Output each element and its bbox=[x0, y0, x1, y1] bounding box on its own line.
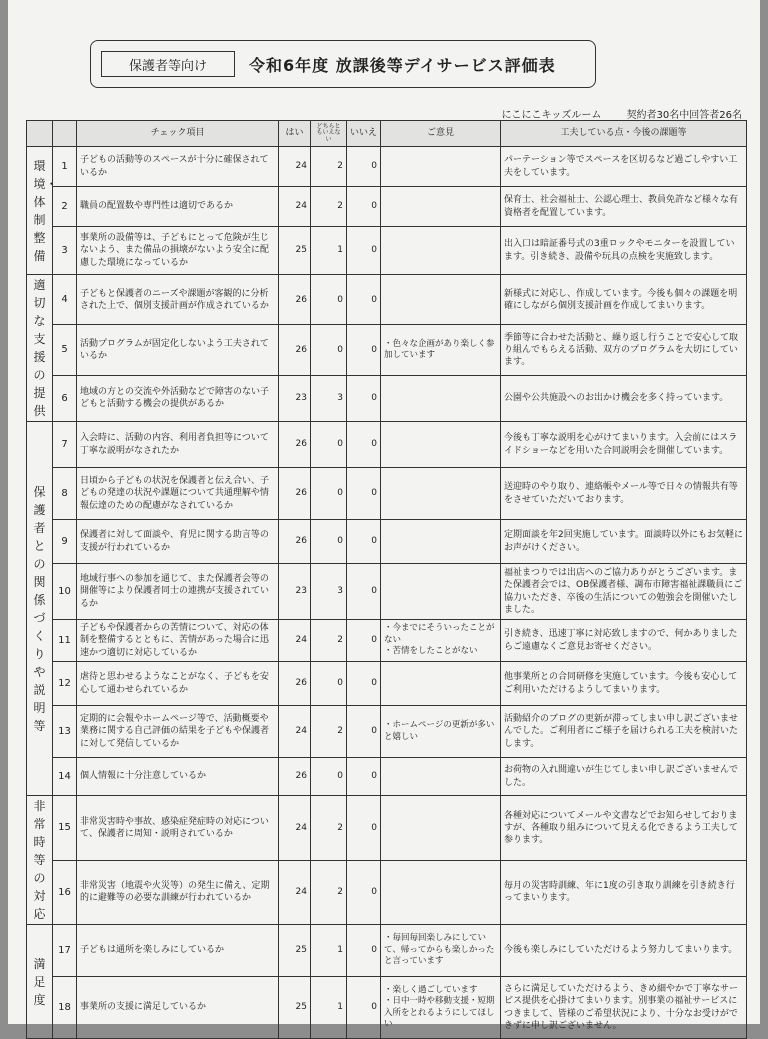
neither-count: 2 bbox=[311, 187, 347, 227]
no-count: 0 bbox=[347, 662, 381, 706]
check-item: 子どもの活動等のスペースが十分に確保されているか bbox=[77, 147, 279, 187]
effort-text: 今後も丁寧な説明を心がけてまいります。入会前にはスライドショーなどを用いた合同説明会を開催しています。 bbox=[501, 422, 747, 468]
opinion-text bbox=[381, 758, 501, 796]
no-count: 0 bbox=[347, 620, 381, 662]
evaluation-table bbox=[26, 120, 747, 1039]
row-number: 9 bbox=[53, 520, 77, 564]
no-count: 0 bbox=[347, 275, 381, 325]
neither-count: 2 bbox=[311, 620, 347, 662]
opinion-text bbox=[381, 520, 501, 564]
table-row bbox=[27, 187, 747, 227]
neither-count: 1 bbox=[311, 977, 347, 1039]
facility-name: にこにこキッズルーム bbox=[501, 110, 602, 121]
no-count: 0 bbox=[347, 758, 381, 796]
yes-count: 26 bbox=[279, 520, 311, 564]
table-row bbox=[27, 375, 747, 421]
neither-count: 0 bbox=[311, 422, 347, 468]
table-body bbox=[27, 147, 747, 1039]
yes-count: 26 bbox=[279, 468, 311, 520]
neither-count: 0 bbox=[311, 758, 347, 796]
row-number: 16 bbox=[53, 860, 77, 925]
row-number: 5 bbox=[53, 325, 77, 375]
effort-text: 福祉まつりでは出店へのご協力ありがとうございます。また保護者会では、OB保護者様、調布市障害福祉課職員にご協力いただき、卒後の生活についての勉強会を開催いたしました。 bbox=[501, 564, 747, 620]
table-row bbox=[27, 796, 747, 861]
check-item: 日頃から子どもの状況を保護者と伝え合い、子どもの発達の状況や課題について共通理解や情報伝達のための配慮がなされているか bbox=[77, 468, 279, 520]
opinion-text: ・ホームページの更新が多いと嬉しい bbox=[381, 706, 501, 758]
header-item: チェック項目 bbox=[77, 121, 279, 147]
check-item: 活動プログラムが固定化しないよう工夫されているか bbox=[77, 325, 279, 375]
table-row bbox=[27, 147, 747, 187]
effort-text: 送迎時のやり取り、連絡帳やメール等で日々の情報共有等をさせていただいております。 bbox=[501, 468, 747, 520]
effort-text: 毎月の災害時訓練、年に1度の引き取り訓練を引き続き行ってまいります。 bbox=[501, 860, 747, 925]
check-item: 入会時に、活動の内容、利用者負担等について丁寧な説明がなされたか bbox=[77, 422, 279, 468]
check-item: 保護者に対して面談や、育児に関する助言等の支援が行われているか bbox=[77, 520, 279, 564]
no-count: 0 bbox=[347, 977, 381, 1039]
opinion-text bbox=[381, 468, 501, 520]
header-effort: 工夫している点・今後の課題等 bbox=[501, 121, 747, 147]
neither-count: 0 bbox=[311, 325, 347, 375]
row-number: 15 bbox=[53, 796, 77, 861]
check-item: 事業所の設備等は、子どもにとって危険が生じないよう、また備品の損壊がないよう安全に配慮した環境になっているか bbox=[77, 227, 279, 275]
no-count: 0 bbox=[347, 375, 381, 421]
effort-text: 保育士、社会福祉士、公認心理士、教員免許など様々な有資格者を配置しています。 bbox=[501, 187, 747, 227]
effort-text: 今後も楽しみにしていただけるよう努力してまいります。 bbox=[501, 925, 747, 977]
page-title: 令和6年度 放課後等デイサービス評価表 bbox=[249, 55, 556, 75]
neither-count: 0 bbox=[311, 275, 347, 325]
yes-count: 26 bbox=[279, 422, 311, 468]
no-count: 0 bbox=[347, 925, 381, 977]
table-header-row bbox=[27, 121, 747, 147]
yes-count: 24 bbox=[279, 147, 311, 187]
effort-text: さらに満足していただけるよう、きめ細やかで丁寧なサービス提供を心掛けてまいります。別事業の福祉サービスにつきまして、皆様のご希望状況により、十分なお受けができずに申し訳ございません。 bbox=[501, 977, 747, 1039]
category-label bbox=[27, 147, 58, 275]
check-item: 事業所の支援に満足しているか bbox=[77, 977, 279, 1039]
opinion-text bbox=[381, 375, 501, 421]
neither-count: 0 bbox=[311, 468, 347, 520]
row-number: 13 bbox=[53, 706, 77, 758]
yes-count: 25 bbox=[279, 227, 311, 275]
row-number: 7 bbox=[53, 422, 77, 468]
effort-text: お荷物の入れ間違いが生じてしまい申し訳ございませんでした。 bbox=[501, 758, 747, 796]
category-text: 非常時等の対応 bbox=[33, 799, 46, 921]
meta-line bbox=[480, 106, 742, 121]
no-count: 0 bbox=[347, 147, 381, 187]
no-count: 0 bbox=[347, 227, 381, 275]
no-count: 0 bbox=[347, 325, 381, 375]
yes-count: 23 bbox=[279, 564, 311, 620]
opinion-text: ・今までにそういったことがない ・苦情をしたことがない bbox=[381, 620, 501, 662]
row-number: 17 bbox=[53, 925, 77, 977]
neither-count: 1 bbox=[311, 925, 347, 977]
yes-count: 25 bbox=[279, 977, 311, 1039]
table-row bbox=[27, 468, 747, 520]
effort-text: 活動紹介のブログの更新が滞ってしまい申し訳ございませんでした。ご利用者にご様子を届けられる工夫を検討いたします。 bbox=[501, 706, 747, 758]
effort-text: 定期面談を年2回実施しています。面談時以外にもお気軽にお声がけください。 bbox=[501, 520, 747, 564]
row-number: 8 bbox=[53, 468, 77, 520]
table-row bbox=[27, 620, 747, 662]
neither-count: 2 bbox=[311, 796, 347, 861]
table-row bbox=[27, 977, 747, 1039]
check-item: 定期的に会報やホームページ等で、活動概要や業務に関する自己評価の結果を子どもや保護者に対して発信しているか bbox=[77, 706, 279, 758]
yes-count: 24 bbox=[279, 796, 311, 861]
audience-label: 保護者等向け bbox=[101, 51, 235, 77]
opinion-text: ・毎回毎回楽しみにしていて、帰ってからも楽しかったと言っています bbox=[381, 925, 501, 977]
table-row bbox=[27, 925, 747, 977]
effort-text: 引き続き、迅速丁寧に対応致しますので、何かありましたらご遠慮なくご意見お寄せください。 bbox=[501, 620, 747, 662]
opinion-text bbox=[381, 187, 501, 227]
neither-count: 3 bbox=[311, 564, 347, 620]
category-label bbox=[27, 275, 53, 422]
header-number bbox=[53, 121, 77, 147]
effort-text: 各種対応についてメールや文書などでお知らせしておりますが、各種取り組みについて見える化できるよう工夫して参ります。 bbox=[501, 796, 747, 861]
no-count: 0 bbox=[347, 520, 381, 564]
table-row bbox=[27, 422, 747, 468]
opinion-text: ・色々な企画があり楽しく参加しています bbox=[381, 325, 501, 375]
opinion-text: ・楽しく過ごしています ・日中一時や移動支援・短期入所をとれるようにしてほしい bbox=[381, 977, 501, 1039]
table-row bbox=[27, 706, 747, 758]
no-count: 0 bbox=[347, 422, 381, 468]
row-number: 3 bbox=[53, 227, 77, 275]
no-count: 0 bbox=[347, 796, 381, 861]
yes-count: 23 bbox=[279, 375, 311, 421]
opinion-text bbox=[381, 564, 501, 620]
yes-count: 24 bbox=[279, 860, 311, 925]
table-row bbox=[27, 860, 747, 925]
category-label bbox=[27, 422, 53, 796]
yes-count: 24 bbox=[279, 187, 311, 227]
check-item: 非常災害（地震や火災等）の発生に備え、定期的に避難等の必要な訓練が行われているか bbox=[77, 860, 279, 925]
row-number: 2 bbox=[53, 187, 77, 227]
table-row bbox=[27, 520, 747, 564]
opinion-text bbox=[381, 662, 501, 706]
yes-count: 26 bbox=[279, 758, 311, 796]
header-neither: どちらともいえない bbox=[311, 121, 347, 147]
yes-count: 26 bbox=[279, 662, 311, 706]
no-count: 0 bbox=[347, 187, 381, 227]
header-category bbox=[27, 121, 53, 147]
no-count: 0 bbox=[347, 564, 381, 620]
opinion-text bbox=[381, 275, 501, 325]
opinion-text bbox=[381, 796, 501, 861]
opinion-text bbox=[381, 860, 501, 925]
opinion-text bbox=[381, 227, 501, 275]
yes-count: 25 bbox=[279, 925, 311, 977]
row-number: 10 bbox=[53, 564, 77, 620]
yes-count: 26 bbox=[279, 275, 311, 325]
neither-count: 1 bbox=[311, 227, 347, 275]
neither-count: 3 bbox=[311, 375, 347, 421]
table-row bbox=[27, 227, 747, 275]
table-row bbox=[27, 758, 747, 796]
neither-count: 0 bbox=[311, 662, 347, 706]
check-item: 子どもは通所を楽しみにしているか bbox=[77, 925, 279, 977]
check-item: 個人情報に十分注意しているか bbox=[77, 758, 279, 796]
no-count: 0 bbox=[347, 468, 381, 520]
row-number: 12 bbox=[53, 662, 77, 706]
check-item: 地域の方との交流や外活動などで障害のない子どもと活動する機会の提供があるか bbox=[77, 375, 279, 421]
row-number: 1 bbox=[53, 147, 77, 187]
effort-text: パーテーション等でスペースを区切るなど過ごしやすい工夫をしています。 bbox=[501, 147, 747, 187]
check-item: 職員の配置数や専門性は適切であるか bbox=[77, 187, 279, 227]
check-item: 子どもや保護者からの苦情について、対応の体制を整備するとともに、苦情があった場合に迅速かつ適切に対応しているか bbox=[77, 620, 279, 662]
neither-count: 0 bbox=[311, 520, 347, 564]
yes-count: 24 bbox=[279, 706, 311, 758]
row-number: 11 bbox=[53, 620, 77, 662]
category-text: 保護者との関係づくりや説明等 bbox=[33, 484, 46, 733]
row-number: 4 bbox=[53, 275, 77, 325]
category-text: 適切な支援の提供 bbox=[33, 278, 46, 418]
table-row bbox=[27, 564, 747, 620]
header-opinion: ご意見 bbox=[381, 121, 501, 147]
table-row bbox=[27, 275, 747, 325]
category-label bbox=[27, 925, 53, 1039]
row-number: 18 bbox=[53, 977, 77, 1039]
opinion-text bbox=[381, 147, 501, 187]
yes-count: 24 bbox=[279, 620, 311, 662]
row-number: 6 bbox=[53, 375, 77, 421]
respondent-count: 契約者30名中回答者26名 bbox=[626, 110, 742, 121]
table-row bbox=[27, 662, 747, 706]
category-text: 環境・体制整備 bbox=[33, 158, 58, 263]
table-row bbox=[27, 325, 747, 375]
header-yes: はい bbox=[279, 121, 311, 147]
title-box bbox=[90, 40, 596, 88]
effort-text: 季節等に合わせた活動と、繰り返し行うことで安心して取り組んでもらえる活動、双方のプログラムを大切にしています。 bbox=[501, 325, 747, 375]
check-item: 非常災害時や事故、感染症発症時の対応について、保護者に周知・説明されているか bbox=[77, 796, 279, 861]
check-item: 虐待と思わせるようなことがなく、子どもを安心して通わせられているか bbox=[77, 662, 279, 706]
neither-count: 2 bbox=[311, 860, 347, 925]
category-text: 満足度 bbox=[33, 956, 46, 1007]
effort-text: 他事業所との合同研修を実施しています。今後も安心してご利用いただけるようしてまいります。 bbox=[501, 662, 747, 706]
no-count: 0 bbox=[347, 860, 381, 925]
category-label bbox=[27, 796, 53, 925]
neither-count: 2 bbox=[311, 706, 347, 758]
effort-text: 公園や公共施設へのお出かけ機会を多く持っています。 bbox=[501, 375, 747, 421]
no-count: 0 bbox=[347, 706, 381, 758]
evaluation-sheet bbox=[8, 0, 760, 1031]
check-item: 地域行事への参加を通じて、また保護者会等の開催等により保護者同士の連携が支援されているか bbox=[77, 564, 279, 620]
effort-text: 出入口は暗証番号式の3重ロックやモニターを設置しています。引き続き、設備や玩具の点検を実施致します。 bbox=[501, 227, 747, 275]
yes-count: 26 bbox=[279, 325, 311, 375]
check-item: 子どもと保護者のニーズや課題が客観的に分析された上で、個別支援計画が作成されているか bbox=[77, 275, 279, 325]
row-number: 14 bbox=[53, 758, 77, 796]
header-no: いいえ bbox=[347, 121, 381, 147]
effort-text: 新様式に対応し、作成しています。今後も個々の課題を明確にしながら個別支援計画を作成してまいります。 bbox=[501, 275, 747, 325]
opinion-text bbox=[381, 422, 501, 468]
neither-count: 2 bbox=[311, 147, 347, 187]
